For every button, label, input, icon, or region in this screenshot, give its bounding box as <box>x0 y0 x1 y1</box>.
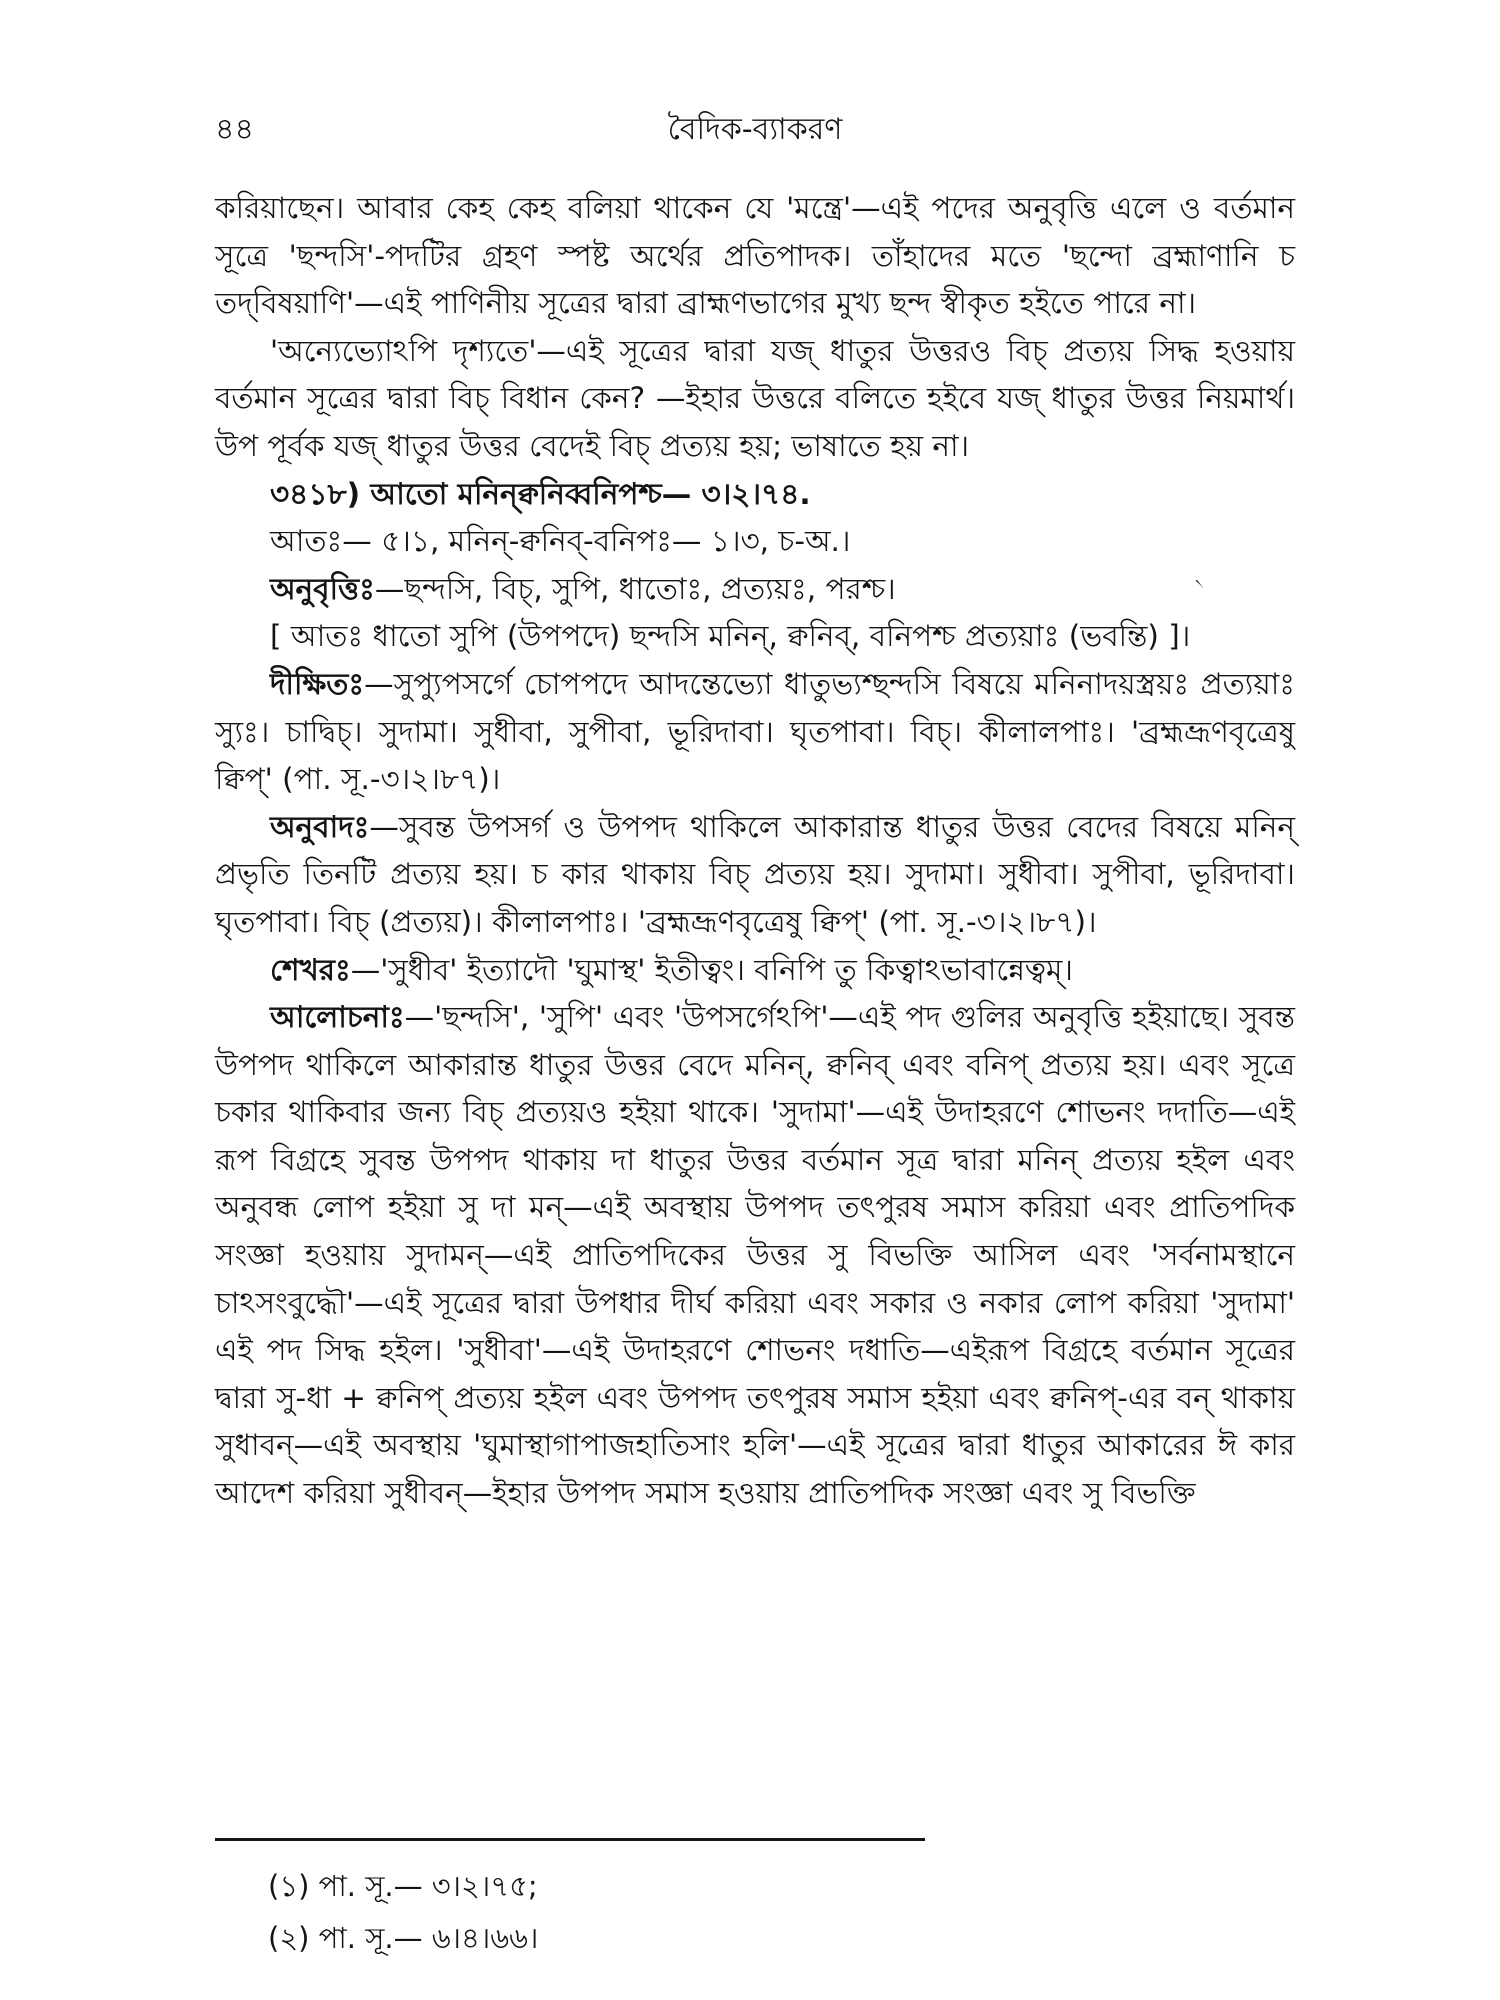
sutra-split: আতঃ— ৫।১, মনিন্‌-ক্বনিব্‌-বনিপঃ— ১।৩, চ-অ.। <box>270 524 851 559</box>
sutra-heading-text: ৩৪১৮) আতো মনিন্ক্বনিব্বনিপশ্চ— ৩।২।৭৪. <box>270 476 811 511</box>
page-number: ৪৪ <box>215 112 254 147</box>
footnotes <box>268 1860 1168 1964</box>
dikshita-paragraph <box>215 661 1295 804</box>
anuvritti-label: অনুবৃত্তিঃ <box>270 571 375 606</box>
anuvritti <box>215 566 1295 614</box>
anuvada-label: অনুবাদঃ <box>270 809 370 844</box>
body-text <box>215 185 1295 1518</box>
sutra-heading <box>215 471 1295 519</box>
anuvritti-text: —ছন্দসি, বিচ্‌, সুপি, ধাতোঃ, প্রত্যয়ঃ, পরশ্চ। <box>374 571 896 606</box>
paragraph-vic-question: 'অন্যেভ্যোঽপি দৃশ্যতে'—এই সূত্রের দ্বারা যজ্‌ ধাতুর উত্তরও বিচ্‌ প্রত্যয় সিদ্ধ হওয়ায় বর্তমান সূত্রের দ্বারা বিচ্‌ বিধান কেন? —ইহার উত্তরে বলিতে হইবে যজ্‌ ধাতুর উত্তর নিয়মার্থ। উপ পূর্বক যজ্‌ ধাতুর উত্তর বেদেই বিচ্‌ প্রত্যয় হয়; ভাষাতে হয় না। <box>215 333 1295 463</box>
dikshita-text: —সুপ্যুপসর্গে চোপপদে আদন্তেভ্যো ধাতুভ্যশ্ছন্দসি বিষয়ে মনিনাদয়স্ত্রয়ঃ প্রত্যয়াঃ স্যুঃ। চাদ্বিচ্‌। সুদামা। সুধীবা, সুপীবা, ভূরিদাবা। ঘৃতপাবা। বিচ্‌। কীলালপাঃ। 'ব্রহ্মভ্রূণবৃত্রেষু ক্বিপ্‌' (পা. সূ.-৩।২।৮৭)। <box>215 666 1295 797</box>
alochana-paragraph <box>215 994 1295 1518</box>
sutra-gloss: [ আতঃ ধাতো সুপি (উপপদে) ছন্দসি মনিন্‌, ক্বনিব্‌, বনিপশ্চ প্রত্যয়াঃ (ভবন্তি) ]। <box>270 619 1191 654</box>
footnote-2: (২) পা. সূ.— ৬।৪।৬৬। <box>268 1921 539 1955</box>
footnote-1: (১) পা. সূ.— ৩।২।৭৫; <box>268 1869 538 1903</box>
alochana-text: —'ছন্দসি', 'সুপি' এবং 'উপসর্গেঽপি'—এই পদ গুলির অনুবৃত্তি হইয়াছে। সুবন্ত উপপদ থাকিলে আকারান্ত ধাতুর উত্তর বেদে মনিন্‌, ক্বনিব্‌ এবং বনিপ্‌ প্রত্যয় হয়। এবং সূত্রে চকার থাকিবার জন্য বিচ্‌ প্রত্যয়ও হইয়া থাকে। 'সুদামা'—এই উদাহরণে শোভনং দদাতি—এই রূপ বিগ্রহে সুবন্ত উপপদ থাকায় দা ধাতুর উত্তর বর্তমান সূত্র দ্বারা মনিন্‌ প্রত্যয় হইল এবং অনুবন্ধ লোপ হইয়া সু দা মন্‌—এই অবস্থায় উপপদ তৎপুরষ সমাস করিয়া এবং প্রাতিপদিক সংজ্ঞা হওয়ায় সুদামন্‌—এই প্রাতিপদিকের উত্তর সু বিভক্তি আসিল এবং 'সর্বনামস্থানে চাঽসংবুদ্ধৌ'—এই সূত্রের দ্বারা উপধার দীর্ঘ করিয়া এবং সকার ও নকার লোপ করিয়া 'সুদামা' এই পদ সিদ্ধ হইল। 'সুধীবা'—এই উদাহরণে শোভনং দধাতি—এইরূপ বিগ্রহে বর্তমান সূত্রের দ্বারা সু-ধা + ক্বনিপ্‌ প্রত্যয় হইল এবং উপপদ তৎপুরষ সমাস হইয়া এবং ক্বনিপ্‌-এর বন্‌ থাকায় সুধাবন্‌—এই অবস্থায় 'ঘুমাস্থাগাপাজহাতিসাং হলি'—এই সূত্রের দ্বারা ধাতুর আকারের ঈ কার আদেশ করিয়া সুধীবন্‌—ইহার উপপদ সমাস হওয়ায় প্রাতিপদিক সংজ্ঞা এবং সু বিভক্তি <box>215 1000 1295 1511</box>
running-title: বৈদিক-ব্যাকরণ <box>667 112 843 147</box>
running-head <box>215 105 1295 155</box>
shekhara-paragraph <box>215 947 1295 995</box>
anuvada-text: —সুবন্ত উপসর্গ ও উপপদ থাকিলে আকারান্ত ধাতুর উত্তর বেদের বিষয়ে মনিন্‌ প্রভৃতি তিনটি প্রত্যয় হয়। চ কার থাকায় বিচ্‌ প্রত্যয় হয়। সুদামা। সুধীবা। সুপীবা, ভূরিদাবা। ঘৃতপাবা। বিচ্‌ (প্রত্যয়)। কীলালপাঃ। 'ব্রহ্মভ্রূণবৃত্রেষু ক্বিপ্‌' (পা. সূ.-৩।২।৮৭)। <box>215 809 1295 939</box>
stray-mark: ৲ <box>1195 571 1204 587</box>
alochana-label: আলোচনাঃ <box>270 1000 405 1035</box>
anuvada-paragraph <box>215 804 1295 947</box>
shekhara-text: —'সুধীব' ইত্যাদৌ 'ঘুমাস্থ' ইতীত্বং। বনিপি তু কিত্বাঽভাবান্নেত্বম্‌। <box>350 952 1073 987</box>
paragraph-continued: করিয়াছেন। আবার কেহ কেহ বলিয়া থাকেন যে 'মন্ত্রে'—এই পদের অনুবৃত্তি এলে ও বর্তমান সূত্রে 'ছন্দসি'-পদটির গ্রহণ স্পষ্ট অর্থের প্রতিপাদক। তাঁহাদের মতে 'ছন্দো ব্রহ্মাণানি চ তদ্‌বিষয়াণি'—এই পাণিনীয় সূত্রের দ্বারা ব্রাহ্মণভাগের মুখ্য ছন্দ স্বীকৃত হইতে পারে না। <box>215 191 1295 321</box>
dikshita-label: দীক্ষিতঃ <box>270 666 365 701</box>
shekhara-label: শেখরঃ <box>270 952 351 987</box>
footnote-divider <box>215 1838 925 1841</box>
